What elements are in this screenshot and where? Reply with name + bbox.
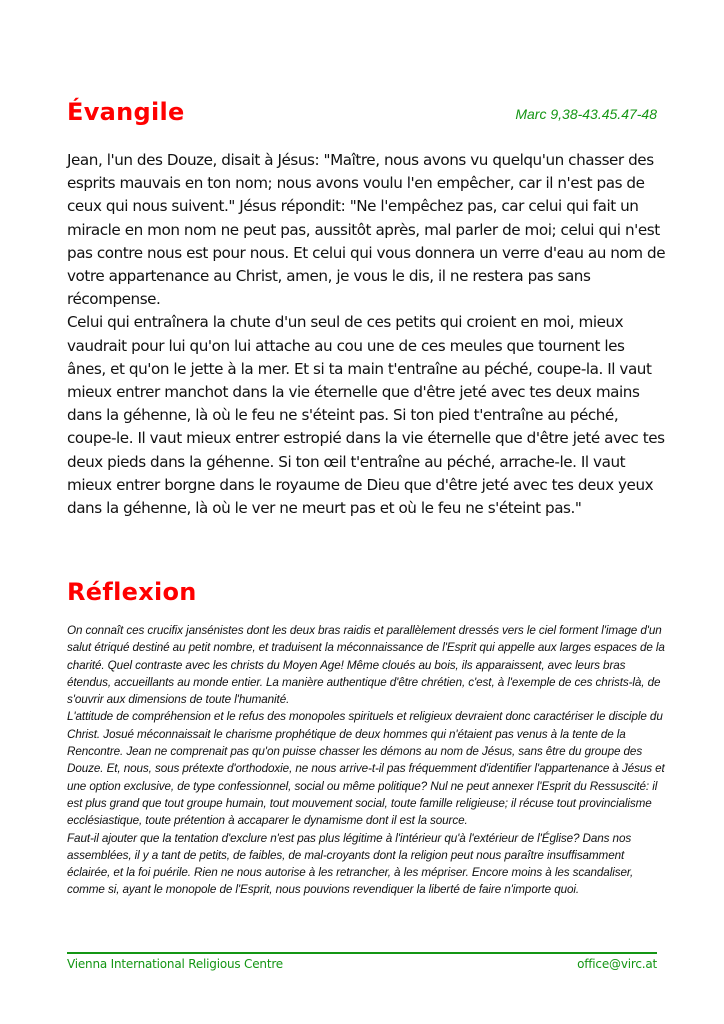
footer-divider: [67, 952, 657, 954]
scripture-reference: Marc 9,38-43.45.47-48: [515, 106, 657, 122]
gospel-paragraph: Celui qui entraînera la chute d'un seul de ces petits qui croient en moi, mieux vaudrait pour lui qu'on lui attache au cou une de ces meules que tournent les ânes, et qu'on le jette à la mer. Et si ta main t'entraîne au péché, coupe-la. Il vaut mieux entrer manchot dans la vie éternelle que d'être jeté avec tes deux mains dans la géhenne, là où le feu ne s'éteint pas. Si ton pied t'entraîne au péché, coupe-le. Il vaut mieux entrer estropié dans la vie éternelle que d'être jeté avec tes deux pieds dans la géhenne. Si ton œil t'entraîne au péché, arrache-le. Il vaut mieux entrer borgne dans le royaume de Dieu que d'être jeté avec tes deux yeux dans la géhenne, là où le ver ne meurt pas et où le feu ne s'éteint pas.": [67, 313, 665, 518]
reflexion-paragraph: Faut-il ajouter que la tentation d'exclure n'est pas plus légitime à l'intérieur qu'à l'extérieur de l'Église? Dans nos assemblées, il y a tant de petits, de faibles, de mal-croyants dont la religion peut nous paraître insuffisamment éclairée, et la foi puérile. Rien ne nous autorise à les retrancher, à les mépriser. Encore moins à les scandaliser, comme si, ayant le monopole de l'Esprit, nous pouvions revendiquer la liberté de faire n'importe quoi.: [67, 831, 634, 897]
reflexion-paragraph: L'attitude de compréhension et le refus des monopoles spirituels et religieux devraient donc caractériser le disciple du Christ. Josué méconnaissait le charisme prophétique de deux hommes qui n'étaient pas venus à la tente de la Rencontre. Jean ne comprenait pas qu'on puisse chasser les démons au nom de Jésus, sans être du groupe des Douze. Et, nous, sous prétexte d'orthodoxie, ne nous arrive-t-il pas fréquemment d'identifier l'appartenance à Jésus et une option exclusive, de type confessionnel, social ou même politique? Nul ne peut annexer l'Esprit du Ressuscité: il est plus grand que tout groupe humain, tout mouvement social, toute famille religieuse; il récuse tout provincialisme ecclésiastique, toute prétention à accaparer le dynamisme dont il est la source.: [67, 710, 665, 828]
reflexion-text: [67, 622, 667, 899]
footer-organization: Vienna International Religious Centre: [67, 957, 283, 971]
gospel-heading: Évangile: [67, 98, 185, 126]
reflexion-heading: Réflexion: [67, 578, 197, 606]
footer-email: office@virc.at: [577, 957, 657, 971]
gospel-paragraph: Jean, l'un des Douze, disait à Jésus: "Maître, nous avons vu quelqu'un chasser des esprits mauvais en ton nom; nous avons voulu l'en empêcher, car il n'est pas de ceux qui nous suivent." Jésus répondit: "Ne l'empêchez pas, car celui qui fait un miracle en mon nom ne peut pas, aussitôt après, mal parler de moi; celui qui n'est pas contre nous est pour nous. Et celui qui vous donnera un verre d'eau au nom de votre appartenance au Christ, amen, je vous le dis, il ne restera pas sans récompense.: [67, 151, 666, 309]
gospel-text: [67, 149, 667, 520]
reflexion-paragraph: On connaît ces crucifix jansénistes dont les deux bras raidis et parallèlement dressés vers le ciel forment l'image d'un salut étriqué destiné au petit nombre, et traduisent la méconnaissance de l'Esprit qui appelle aux larges espaces de la charité. Quel contraste avec les christs du Moyen Age! Même cloués au bois, ils apparaissent, avec leurs bras étendus, accueillants au monde entier. La manière authentique d'être chrétien, c'est, à l'exemple de ces christs-là, de s'ouvrir aux dimensions de toute l'humanité.: [67, 624, 665, 707]
